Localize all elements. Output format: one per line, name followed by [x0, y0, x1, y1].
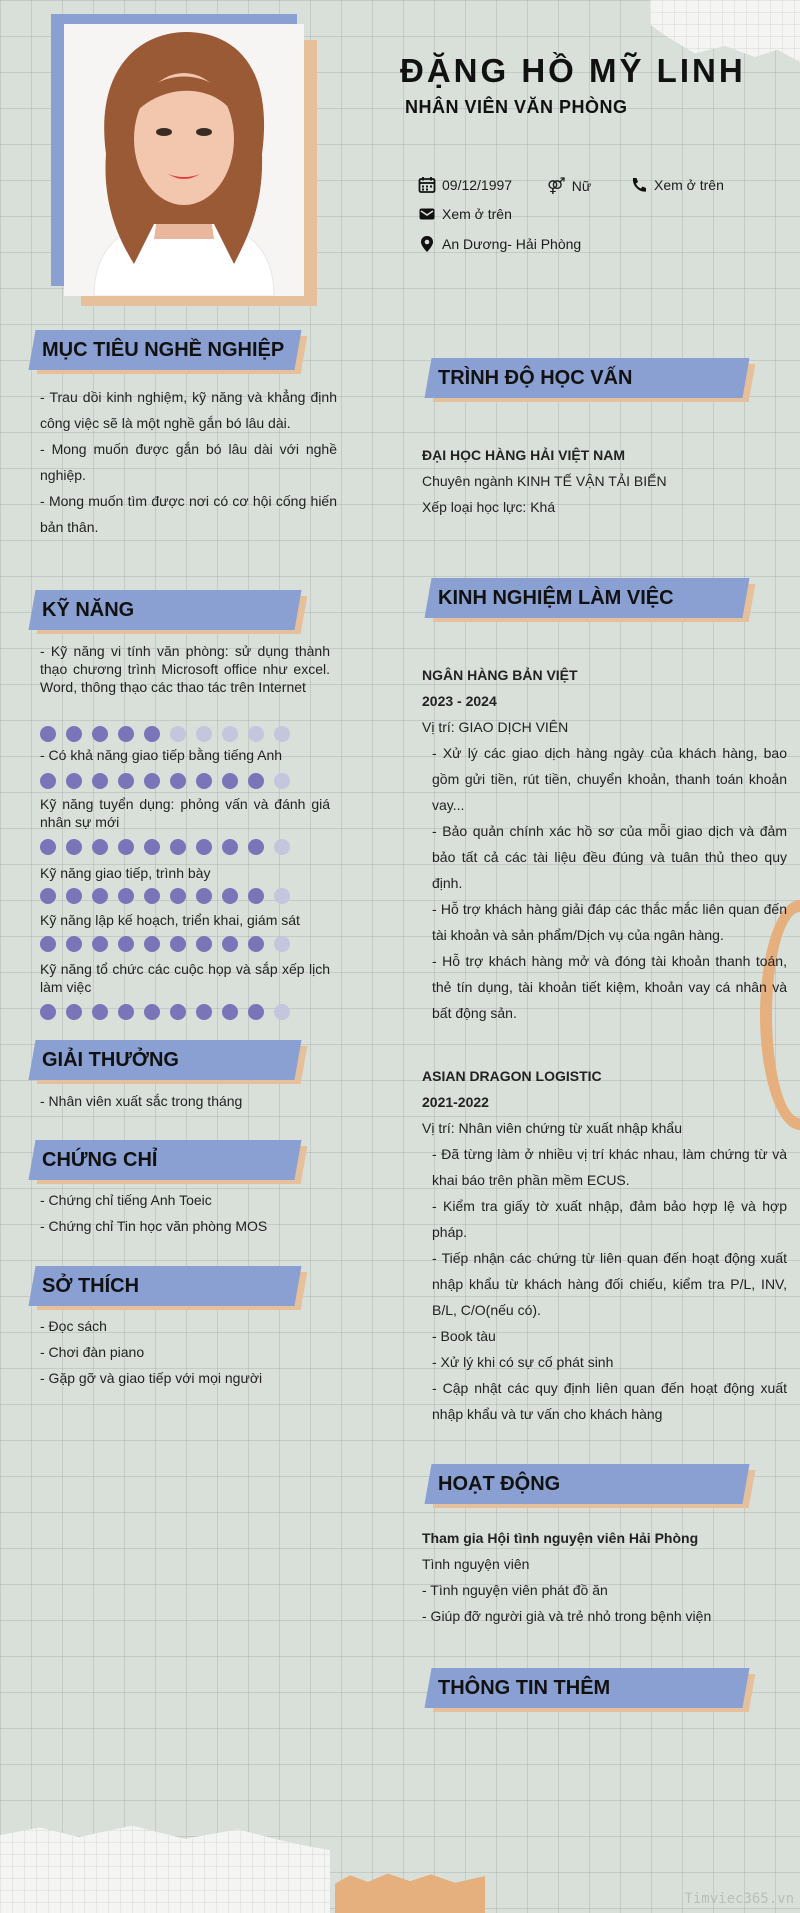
rating-dot-filled [248, 773, 264, 789]
skill-rating [40, 936, 290, 952]
hobby-line: - Chơi đàn piano [40, 1344, 145, 1360]
activity-line: - Tình nguyện viên phát đồ ăn [422, 1582, 608, 1598]
orange-tape-decoration [335, 1871, 485, 1913]
rating-dot-empty [274, 936, 290, 952]
experience-heading [428, 578, 746, 618]
objective-line: - Trau dồi kinh nghiệm, kỹ năng và khẳng định công việc sẽ là một nghề gắn bó lâu dài. [40, 389, 337, 431]
rating-dot-empty [274, 773, 290, 789]
rating-dot-filled [248, 839, 264, 855]
objective-heading-label: MỤC TIÊU NGHỀ NGHIỆP [42, 339, 285, 361]
skill-label: - Có khả năng giao tiếp bằng tiếng Anh [40, 747, 283, 763]
dob-value: 09/12/1997 [442, 177, 513, 193]
rating-dot-filled [118, 839, 134, 855]
education-text [422, 442, 787, 520]
gender-value: Nữ [571, 178, 592, 194]
certificate-line: - Chứng chỉ Tin học văn phòng MOS [40, 1218, 268, 1234]
education-major: Chuyên ngành KINH TẾ VẬN TẢI BIỂN [422, 473, 667, 489]
address-value: An Dương- Hải Phòng [442, 236, 582, 252]
job-duties [422, 740, 787, 1026]
rating-dot-filled [144, 773, 160, 789]
awards-heading [32, 1040, 298, 1080]
extra-info-heading [428, 1668, 746, 1708]
skill-rating [40, 773, 290, 789]
rating-dot-filled [144, 839, 160, 855]
rating-dot-filled [40, 839, 56, 855]
watermark: Timviec365.vn [684, 1891, 794, 1907]
rating-dot-filled [40, 936, 56, 952]
phone-value: Xem ở trên [654, 177, 724, 193]
rating-dot-filled [196, 773, 212, 789]
calendar-icon [418, 176, 436, 194]
skill-label: Kỹ năng tổ chức các cuộc họp và sắp xếp lịch làm việc [40, 961, 330, 995]
rating-dot-filled [144, 726, 160, 742]
rating-dot-filled [40, 1004, 56, 1020]
education-heading [428, 358, 746, 398]
job-duties [422, 1141, 787, 1427]
objective-heading [32, 330, 298, 370]
rating-dot-filled [144, 1004, 160, 1020]
job-duty: - Xử lý khi có sự cố phát sinh [432, 1354, 614, 1370]
profile-name: ĐẶNG HỒ MỸ LINH [400, 52, 746, 89]
rating-dot-filled [196, 936, 212, 952]
rating-dot-filled [170, 936, 186, 952]
job-duty: - Hỗ trợ khách hàng mở và đóng tài khoản thanh toán, thẻ tín dụng, tài khoản tiết kiệm, khoản vay cá nhân và bất động sản. [432, 953, 787, 1021]
rating-dot-filled [248, 1004, 264, 1020]
rating-dot-filled [66, 936, 82, 952]
hobby-line: - Gặp gỡ và giao tiếp với mọi người [40, 1370, 263, 1386]
rating-dot-filled [222, 1004, 238, 1020]
certificates-heading-label: CHỨNG CHỈ [42, 1149, 158, 1171]
education-heading-label: TRÌNH ĐỘ HỌC VẤN [438, 367, 633, 389]
rating-dot-empty [274, 1004, 290, 1020]
job-duty: - Xử lý các giao dịch hàng ngày của khách hàng, bao gồm gửi tiền, rút tiền, chuyển khoản, thanh toán khoản vay... [432, 745, 787, 813]
job-duty: - Book tàu [432, 1328, 496, 1344]
experience-job-1 [422, 662, 787, 1026]
award-line: - Nhân viên xuất sắc trong tháng [40, 1093, 243, 1109]
certificates-heading [32, 1140, 298, 1180]
rating-dot-filled [222, 936, 238, 952]
rating-dot-filled [170, 839, 186, 855]
job-duty: - Hỗ trợ khách hàng giải đáp các thắc mắc liên quan đến tài khoản và sản phẩm/Dịch vụ của ngân hàng. [432, 901, 787, 943]
skill-rating [40, 1004, 290, 1020]
rating-dot-filled [144, 936, 160, 952]
contact-address [418, 235, 581, 253]
activities-heading-label: HOẠT ĐỘNG [438, 1473, 561, 1495]
job-duty: - Tiếp nhận các chứng từ liên quan đến hoạt động xuất nhập khẩu từ khách hàng đối chiếu, kiểm tra P/L, INV, B/L, C/O(nếu có). [432, 1250, 787, 1318]
job-company: ASIAN DRAGON LOGISTIC [422, 1068, 602, 1084]
location-pin-icon [418, 235, 436, 253]
rating-dot-filled [92, 888, 108, 904]
activities-heading [428, 1464, 746, 1504]
awards-text [40, 1088, 337, 1114]
extra-info-heading-label: THÔNG TIN THÊM [438, 1677, 611, 1699]
rating-dot-filled [248, 888, 264, 904]
rating-dot-filled [196, 839, 212, 855]
objective-line: - Mong muốn được gắn bó lâu dài với nghề nghiệp. [40, 441, 337, 483]
school-name: ĐẠI HỌC HÀNG HẢI VIỆT NAM [422, 447, 625, 463]
job-period: 2021-2022 [422, 1094, 489, 1110]
hobbies-heading-label: SỞ THÍCH [42, 1275, 140, 1297]
rating-dot-empty [274, 839, 290, 855]
rating-dot-filled [40, 888, 56, 904]
rating-dot-empty [222, 726, 238, 742]
contact-dob [418, 176, 512, 194]
job-company: NGÂN HÀNG BẢN VIỆT [422, 667, 578, 683]
job-duty: - Đã từng làm ở nhiều vị trí khác nhau, làm chứng từ và khai báo trên phần mềm ECUS. [432, 1146, 787, 1188]
objective-text [40, 384, 337, 540]
rating-dot-filled [40, 773, 56, 789]
rating-dot-filled [66, 839, 82, 855]
job-period: 2023 - 2024 [422, 693, 497, 709]
experience-job-2 [422, 1063, 787, 1427]
phone-icon [630, 176, 648, 194]
portrait-photo-icon [64, 24, 304, 296]
avatar [64, 24, 304, 296]
rating-dot-filled [118, 936, 134, 952]
skill-label: - Kỹ năng vi tính văn phòng: sử dụng thành thạo chương trình Microsoft office như excel. Word, thông thạo các thao tác trên Internet [40, 643, 330, 695]
rating-dot-filled [66, 726, 82, 742]
contact-gender [547, 176, 591, 196]
job-duty: - Cập nhật các quy định liên quan đến hoạt động xuất nhập khẩu và tư vấn cho khách hàng [432, 1380, 787, 1422]
skill-label: Kỹ năng tuyển dụng: phỏng vấn và đánh giá nhân sự mới [40, 796, 330, 830]
hobbies-heading [32, 1266, 298, 1306]
objective-line: - Mong muốn tìm được nơi có cơ hội cống hiến bản thân. [40, 493, 337, 535]
profile-title: NHÂN VIÊN VĂN PHÒNG [405, 97, 628, 117]
rating-dot-filled [118, 888, 134, 904]
skill-label: Kỹ năng lập kế hoạch, triển khai, giám sát [40, 912, 300, 928]
rating-dot-filled [66, 773, 82, 789]
email-value: Xem ở trên [442, 206, 512, 222]
rating-dot-filled [66, 1004, 82, 1020]
activity-org: Tham gia Hội tình nguyện viên Hải Phòng [422, 1530, 699, 1546]
rating-dot-filled [118, 773, 134, 789]
rating-dot-filled [222, 888, 238, 904]
rating-dot-empty [274, 726, 290, 742]
rating-dot-filled [170, 1004, 186, 1020]
rating-dot-filled [40, 726, 56, 742]
skill-rating [40, 888, 290, 904]
torn-paper-bottom-decoration [0, 1818, 330, 1913]
rating-dot-filled [170, 773, 186, 789]
rating-dot-filled [222, 839, 238, 855]
skills-heading-label: KỸ NĂNG [42, 599, 135, 621]
awards-heading-label: GIẢI THƯỞNG [42, 1049, 179, 1071]
job-duty: - Kiểm tra giấy tờ xuất nhập, đảm bảo hợp lệ và hợp pháp. [432, 1198, 787, 1240]
job-position: Vị trí: Nhân viên chứng từ xuất nhập khẩu [422, 1120, 683, 1136]
activities-text [422, 1525, 787, 1629]
email-icon [418, 205, 436, 223]
rating-dot-empty [274, 888, 290, 904]
rating-dot-filled [66, 888, 82, 904]
rating-dot-filled [92, 773, 108, 789]
skills-heading [32, 590, 298, 630]
rating-dot-filled [248, 936, 264, 952]
rating-dot-empty [170, 726, 186, 742]
rating-dot-filled [92, 839, 108, 855]
skill-label: Kỹ năng giao tiếp, trình bày [40, 865, 211, 881]
hobbies-text [40, 1313, 337, 1391]
rating-dot-filled [170, 888, 186, 904]
rating-dot-empty [248, 726, 264, 742]
skill-rating [40, 839, 290, 855]
job-position: Vị trí: GIAO DỊCH VIÊN [422, 719, 569, 735]
activity-role: Tình nguyện viên [422, 1556, 530, 1572]
certificate-line: - Chứng chỉ tiếng Anh Toeic [40, 1192, 212, 1208]
contact-phone [630, 176, 724, 194]
skill-rating [40, 726, 290, 742]
rating-dot-filled [144, 888, 160, 904]
rating-dot-filled [222, 773, 238, 789]
rating-dot-filled [92, 1004, 108, 1020]
rating-dot-empty [196, 726, 212, 742]
job-duty: - Bảo quản chính xác hồ sơ của mỗi giao dịch và đảm bảo tất cả các tài liệu đều đúng và tuân thủ theo quy định. [432, 823, 787, 891]
rating-dot-filled [196, 1004, 212, 1020]
rating-dot-filled [118, 1004, 134, 1020]
certificates-text [40, 1187, 337, 1239]
rating-dot-filled [196, 888, 212, 904]
hobby-line: - Đọc sách [40, 1318, 107, 1334]
rating-dot-filled [92, 726, 108, 742]
contact-email [418, 205, 512, 223]
gender-icon: ⚤ [547, 178, 566, 195]
experience-heading-label: KINH NGHIỆM LÀM VIỆC [438, 587, 674, 609]
education-grade: Xếp loại học lực: Khá [422, 499, 556, 515]
rating-dot-filled [92, 936, 108, 952]
rating-dot-filled [118, 726, 134, 742]
activity-line: - Giúp đỡ người già và trẻ nhỏ trong bệnh viện [422, 1608, 712, 1624]
